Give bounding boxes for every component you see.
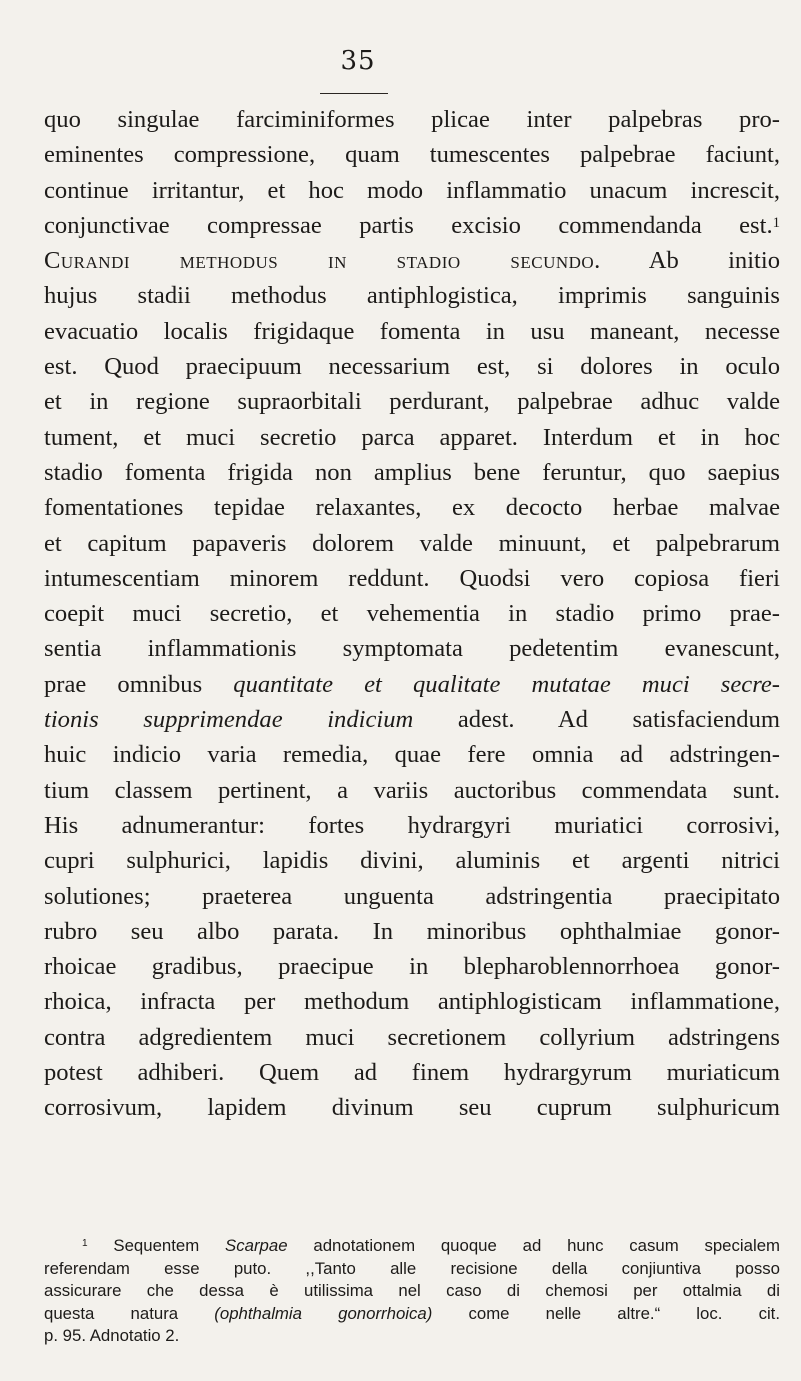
page-number: 35	[340, 46, 376, 76]
text-line: rhoica, infracta per methodum antiphlogisticam inflammatione,	[44, 988, 780, 1016]
text-line: est. Quod praecipuum necessarium est, si dolores in oculo	[44, 353, 780, 381]
text-line: contra adgredientem muci secretionem collyrium adstringens	[44, 1023, 780, 1051]
text-line: tionis supprimendae indicium adest. Ad satisfaciendum	[44, 706, 780, 734]
text-line: tument, et muci secretio parca apparet. Interdum et in hoc	[44, 423, 780, 451]
italic-phrase: quantitate et qualitate mutatae muci secre-	[233, 670, 780, 698]
text-line: stadio fomenta frigida non amplius bene feruntur, quo saepius	[44, 458, 780, 486]
text-line: potest adhiberi. Quem ad finem hydrargyrum muriaticum	[44, 1059, 780, 1087]
footnote-line: questa natura (ophthalmia gonorrhoica) come nelle altre.“ loc. cit.	[44, 1303, 781, 1323]
footnote-line: $^1$ Sequentem Scarpae adnotationem quoque ad hunc casum specialem	[82, 1236, 780, 1255]
footnote-line: p. 95. Adnotatio 2.	[44, 1326, 180, 1345]
footnotes	[44, 1235, 780, 1348]
body-text	[44, 102, 780, 1126]
page-number-rule	[320, 93, 388, 94]
text-line: intumescentiam minorem reddunt. Quodsi vero copiosa fieri	[44, 564, 780, 592]
text-line: prae omnibus quantitate et qualitate mutatae muci secre-	[44, 670, 780, 698]
footnote-reference: 1	[772, 214, 780, 231]
text-line: quo singulae farciminiformes plicae inter palpebras pro-	[44, 106, 780, 133]
text-line: Curandi methodus in stadio secundo. Ab initio	[44, 247, 780, 275]
text-line: fomentationes tepidae relaxantes, ex decocto herbae malvae	[44, 494, 780, 522]
text-line: et capitum papaveris dolorem valde minuunt, et palpebrarum	[44, 529, 780, 557]
text-line: cupri sulphurici, lapidis divini, aluminis et argenti nitrici	[44, 847, 780, 875]
section-heading: Curandi methodus in stadio secundo.	[44, 247, 601, 275]
text-line: continue irritantur, et hoc modo inflammatio unacum increscit,	[44, 176, 780, 204]
text-line: solutiones; praeterea unguenta adstringentia praecipitato	[44, 882, 780, 910]
italic-phrase: Scarpae	[225, 1236, 288, 1255]
text-line: tium classem pertinent, a variis auctoribus commendata sunt.	[44, 776, 780, 804]
footnote-line: referendam esse puto. ,,Tanto alle recisione della conjiuntiva posso	[44, 1258, 780, 1278]
italic-phrase: (ophthalmia gonorrhoica)	[214, 1303, 433, 1323]
text-line: rhoicae gradibus, praecipue in blepharoblennorrhoea gonor-	[44, 953, 780, 981]
text-line: conjunctivae compressae partis excisio commendanda est.$^1$	[44, 211, 780, 239]
text-line: rubro seu albo parata. In minoribus ophthalmiae gonor-	[44, 917, 780, 945]
text-line: evacuatio localis frigidaque fomenta in usu maneant, necesse	[44, 317, 780, 345]
text-line: huic indicio varia remedia, quae fere omnia ad adstringen-	[44, 741, 780, 769]
text-line: coepit muci secretio, et vehementia in stadio primo prae-	[44, 600, 780, 628]
text-line: corrosivum, lapidem divinum seu cuprum sulphuricum	[44, 1094, 780, 1122]
footnote-line: assicurare che dessa è utilissima nel caso di chemosi per ottalmia di	[44, 1281, 780, 1300]
text-line: hujus stadii methodus antiphlogistica, imprimis sanguinis	[44, 282, 780, 310]
text-line: et in regione supraorbitali perdurant, palpebrae adhuc valde	[44, 388, 780, 416]
text-line: eminentes compressione, quam tumescentes palpebrae faciunt,	[44, 141, 780, 169]
footnote-marker: 1	[82, 1238, 88, 1249]
text-line: His adnumerantur: fortes hydrargyri muriatici corrosivi,	[44, 811, 780, 839]
italic-phrase: tionis supprimendae indicium	[44, 706, 414, 734]
text-line: sentia inflammationis symptomata pedetentim evanescunt,	[44, 635, 780, 663]
